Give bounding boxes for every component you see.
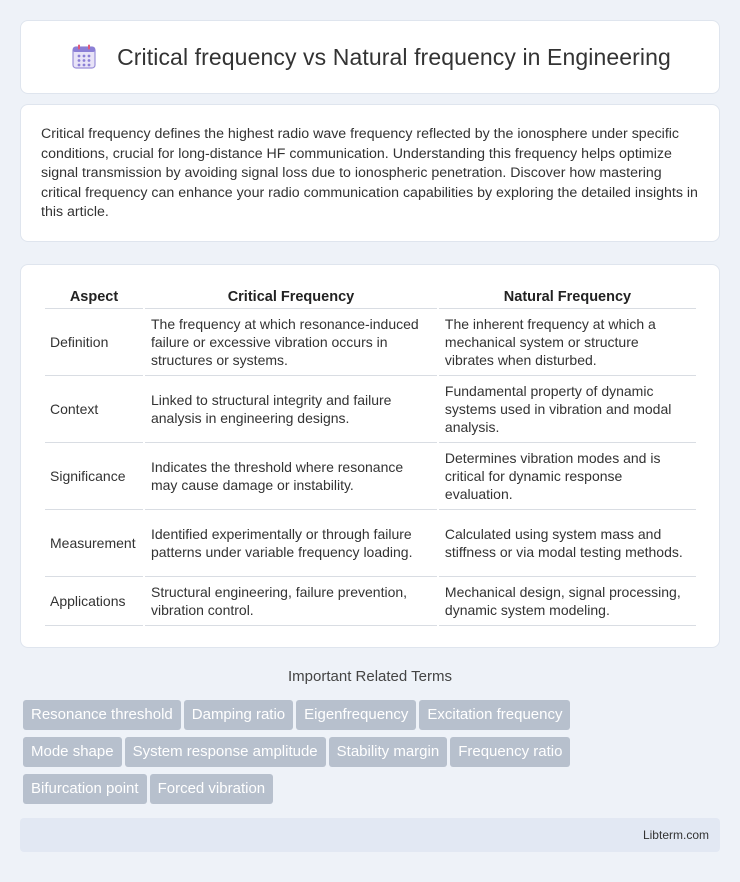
cell-critical: The frequency at which resonance-induced failure or excessive vibration occurs in structures or systems.: [145, 309, 437, 376]
cell-aspect: Context: [45, 376, 143, 443]
related-term-tag[interactable]: Mode shape: [23, 737, 122, 767]
table-row: [45, 309, 696, 376]
related-term-tag[interactable]: Eigenfrequency: [296, 700, 416, 730]
related-terms-title: Important Related Terms: [288, 668, 452, 685]
related-term-tag[interactable]: Resonance threshold: [23, 700, 181, 730]
header-critical: Critical Frequency: [145, 285, 437, 309]
cell-critical: Structural engineering, failure prevention, vibration control.: [145, 577, 437, 626]
comparison-table: [43, 285, 698, 626]
table-row: [45, 577, 696, 626]
intro-text: Critical frequency defines the highest radio wave frequency reflected by the ionosphere under specific conditions, crucial for long-distance HF communication. Understanding this frequency helps optimize signal transmission by avoiding signal loss due to ionospheric penetration. Discover how mastering critical frequency can enhance your radio communication capabilities by exploring the detailed insights in this article.: [41, 126, 698, 221]
cell-natural: Determines vibration modes and is critical for dynamic response evaluation.: [439, 443, 696, 510]
cell-natural: Fundamental property of dynamic systems used in vibration and modal analysis.: [439, 376, 696, 443]
table-row: [45, 376, 696, 443]
table-header-row: [45, 285, 696, 309]
cell-aspect: Measurement: [45, 510, 143, 577]
related-terms-list: [23, 700, 723, 811]
cell-aspect: Definition: [45, 309, 143, 376]
related-term-tag[interactable]: Stability margin: [329, 737, 448, 767]
related-term-tag[interactable]: Damping ratio: [184, 700, 293, 730]
cell-aspect: Applications: [45, 577, 143, 626]
cell-natural: Mechanical design, signal processing, dynamic system modeling.: [439, 577, 696, 626]
page-title: Critical frequency vs Natural frequency in Engineering: [117, 43, 671, 70]
cell-critical: Linked to structural integrity and failure analysis in engineering designs.: [145, 376, 437, 443]
related-term-tag[interactable]: System response amplitude: [125, 737, 326, 767]
title-card: [20, 20, 720, 94]
related-term-tag[interactable]: Excitation frequency: [419, 700, 570, 730]
related-term-tag[interactable]: Forced vibration: [150, 774, 274, 804]
cell-natural: The inherent frequency at which a mechanical system or structure vibrates when disturbed.: [439, 309, 696, 376]
footer-site-link[interactable]: Libterm.com: [642, 828, 709, 842]
cell-natural: Calculated using system mass and stiffness or via modal testing methods.: [439, 510, 696, 577]
related-term-tag[interactable]: Frequency ratio: [450, 737, 570, 767]
cell-critical: Identified experimentally or through failure patterns under variable frequency loading.: [145, 510, 437, 577]
calendar-grid-icon: [69, 42, 99, 72]
cell-aspect: Significance: [45, 443, 143, 510]
header-natural: Natural Frequency: [439, 285, 696, 309]
header-aspect: Aspect: [45, 285, 143, 309]
comparison-card: [20, 264, 720, 648]
related-term-tag[interactable]: Bifurcation point: [23, 774, 147, 804]
intro-card: [20, 104, 720, 242]
cell-critical: Indicates the threshold where resonance may cause damage or instability.: [145, 443, 437, 510]
table-row: [45, 510, 696, 577]
footer-bar: [20, 818, 720, 852]
table-row: [45, 443, 696, 510]
